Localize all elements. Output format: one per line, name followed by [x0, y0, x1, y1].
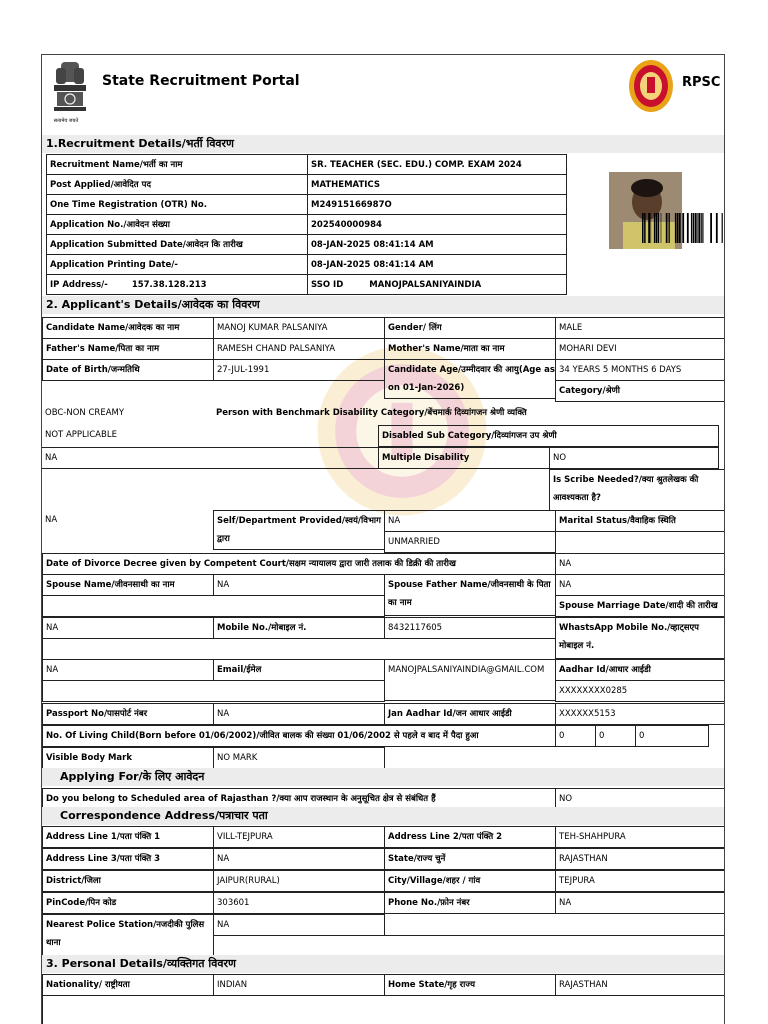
- candidate-name-value: MANOJ KUMAR PALSANIYA: [213, 317, 385, 339]
- portal-title: State Recruitment Portal: [102, 73, 300, 89]
- emblem-caption: सत्यमेव जयते: [53, 118, 79, 124]
- living-child-total: 0: [635, 725, 709, 747]
- address-line3-label: Address Line 3/पता पंक्ति 3: [42, 848, 214, 870]
- sso-id-value: MANOJPALSANIYAINDIA: [369, 280, 482, 290]
- living-child-label: No. Of Living Child(Born before 01/06/2002)/जीवित बालक की संख्या 01/06/2002 से पहले व बाद में पैदा हुआ: [42, 725, 556, 747]
- spouse-father-label: Spouse Father Name/जीवनसाथी के पिता का नाम: [384, 574, 556, 616]
- aadhar-value: XXXXXXXX0285: [555, 680, 725, 702]
- dob-label: Date of Birth/जन्मतिथि: [42, 359, 214, 381]
- spouse-name-label: Spouse Name/जीवनसाथी का नाम: [42, 574, 214, 596]
- barcode-icon: [642, 213, 725, 243]
- recruitment-row-value: 08-JAN-2025 08:41:14 AM: [307, 254, 567, 275]
- sso-id-cell: [307, 274, 567, 295]
- recruitment-row-value: M24915166987O: [307, 194, 567, 215]
- police-row-filler: [213, 935, 725, 956]
- whatsapp-label: WhastsApp Mobile No./व्हाट्सएप मोबाइल नं.: [555, 617, 725, 659]
- body-mark-label: Visible Body Mark: [42, 747, 214, 769]
- phone-value: NA: [555, 892, 725, 914]
- address-line1-value: VILL-TEJPURA: [213, 826, 385, 848]
- spouse-name-value: NA: [213, 574, 385, 596]
- recruitment-row-label: One Time Registration (OTR) No.: [46, 194, 308, 215]
- mobile-value: 8432117605: [384, 617, 556, 639]
- section-applying-for: Applying For/के लिए आवेदन: [42, 768, 725, 786]
- address-line2-label: Address Line 2/पता पंक्ति 2: [384, 826, 556, 848]
- mother-name-value: MOHARI DEVI: [555, 338, 725, 360]
- phone-label: Phone No./फ़ोन नंबर: [384, 892, 556, 914]
- spouse-marriage-label: Spouse Marriage Date/शादी की तारीख: [555, 595, 725, 617]
- nationality-value: INDIAN: [213, 974, 385, 996]
- recruitment-row-label: Post Applied/आवेदित पद: [46, 174, 308, 195]
- city-label: City/Village/शहर / गांव: [384, 870, 556, 892]
- category-label: Category/श्रेणी: [555, 380, 725, 402]
- father-name-label: Father's Name/पिता का नाम: [42, 338, 214, 360]
- section-applicant-details: 2. Applicant's Details/आवेदक का विवरण: [42, 296, 725, 314]
- recruitment-row-value: 202540000984: [307, 214, 567, 235]
- recruitment-row-value: MATHEMATICS: [307, 174, 567, 195]
- section-correspondence: Correspondence Address/पत्राचार पता: [42, 807, 725, 825]
- age-value: 34 YEARS 5 MONTHS 6 DAYS: [555, 359, 725, 381]
- gender-label: Gender/ लिंग: [384, 317, 556, 339]
- state-value: RAJASTHAN: [555, 848, 725, 870]
- home-state-label: Home State/गृह राज्य: [384, 974, 556, 996]
- pincode-value: 303601: [213, 892, 385, 914]
- application-form-sheet: [41, 54, 725, 1024]
- email-row-filler: [42, 680, 385, 702]
- district-label: District/जिला: [42, 870, 214, 892]
- form-header: [42, 55, 725, 135]
- recruitment-row-label: Application No./आवेदन संख्या: [46, 214, 308, 235]
- rpsc-logo-icon: [628, 59, 674, 113]
- candidate-name-label: Candidate Name/आवेदक का नाम: [42, 317, 214, 339]
- living-child-after: 0: [595, 725, 636, 747]
- marital-status-value: UNMARRIED: [384, 531, 556, 553]
- gender-value: MALE: [555, 317, 725, 339]
- city-value: TEJPURA: [555, 870, 725, 892]
- disabled-sub-value: NA: [42, 447, 379, 469]
- multiple-disability-label: Multiple Disability: [378, 447, 550, 469]
- dob-value: 27-JUL-1991: [213, 359, 385, 381]
- pwbd-value: NOT APPLICABLE: [45, 430, 117, 440]
- mobile-label: Mobile No./मोबाइल नं.: [213, 617, 385, 639]
- next-row-filler: [42, 995, 725, 1024]
- scribe-value: NA: [45, 515, 58, 525]
- father-name-value: RAMESH CHAND PALSANIYA: [213, 338, 385, 360]
- recruitment-row-value: SR. TEACHER (SEC. EDU.) COMP. EXAM 2024: [307, 154, 567, 175]
- recruitment-row-label: Recruitment Name/भर्ती का नाम: [46, 154, 308, 175]
- ip-address-label: IP Address/-: [50, 280, 108, 290]
- section-personal-details: 3. Personal Details/व्यक्तिगत विवरण: [42, 955, 725, 973]
- nationality-label: Nationality/ राष्ट्रीयता: [42, 974, 214, 996]
- district-value: JAIPUR(RURAL): [213, 870, 385, 892]
- self-dept-label: Self/Department Provided/स्वयं/विभाग द्वारा: [213, 510, 385, 550]
- spouse-row-filler: [42, 595, 385, 617]
- scheduled-area-value: NO: [555, 788, 725, 810]
- rpsc-label: RPSC: [682, 75, 721, 90]
- home-state-value: RAJASTHAN: [555, 974, 725, 996]
- police-station-label: Nearest Police Station/नजदीकी पुलिस थाना: [42, 914, 214, 956]
- marital-status-label: Marital Status/वैवाहिक स्थिति: [555, 510, 725, 532]
- disabled-sub-label: Disabled Sub Category/दिव्यांगजन उप श्रेणी: [378, 425, 719, 447]
- passport-label: Passport No/पासपोर्ट नंबर: [42, 703, 214, 725]
- divorce-date-value: NA: [555, 553, 725, 575]
- state-label: State/राज्य चुनें: [384, 848, 556, 870]
- police-station-value: NA: [213, 914, 385, 936]
- age-label: Candidate Age/उम्मीदवार की आयु(Age as on 01-Jan-2026): [384, 359, 556, 399]
- address-line2-value: TEH-SHAHPURA: [555, 826, 725, 848]
- pwbd-label: Person with Benchmark Disability Category/बेंचमार्क दिव्यांगजन श्रेणी व्यक्ति: [216, 408, 527, 418]
- category-value: OBC-NON CREAMY: [45, 408, 125, 418]
- mother-name-label: Mother's Name/माता का नाम: [384, 338, 556, 360]
- section-recruitment-details: 1.Recruitment Details/भर्ती विवरण: [42, 135, 725, 153]
- whatsapp-value: NA: [42, 659, 214, 681]
- scheduled-area-label: Do you belong to Scheduled area of Rajasthan ?/क्या आप राजस्थान के अनुसूचित क्षेत्र से संबंधित हैं: [42, 788, 556, 810]
- address-line3-value: NA: [213, 848, 385, 870]
- living-child-before: 0: [555, 725, 596, 747]
- spouse-father-value: NA: [555, 574, 725, 596]
- ip-address-value: 157.38.128.213: [131, 280, 207, 290]
- divorce-date-label: Date of Divorce Decree given by Competent Court/सक्षम न्यायालय द्वारा जारी तलाक की डिक्री की तारीख: [42, 553, 556, 575]
- aadhar-label: Aadhar Id/आधार आईडी: [555, 659, 725, 681]
- jan-aadhar-value: XXXXXX5153: [555, 703, 725, 725]
- recruitment-row-value: 08-JAN-2025 08:41:14 AM: [307, 234, 567, 255]
- jan-aadhar-label: Jan Aadhar Id/जन आधार आईडी: [384, 703, 556, 725]
- address-line1-label: Address Line 1/पता पंक्ति 1: [42, 826, 214, 848]
- sso-id-label: SSO ID: [311, 280, 344, 290]
- multiple-disability-value: NO: [549, 447, 719, 469]
- spouse-marriage-value: NA: [42, 617, 214, 639]
- mobile-row-filler: [42, 638, 556, 660]
- email-label: Email/ईमेल: [213, 659, 385, 681]
- body-mark-value: NO MARK: [213, 747, 385, 769]
- recruitment-row-label: Application Printing Date/-: [46, 254, 308, 275]
- email-value: MANOJPALSANIYAINDIA@GMAIL.COM: [384, 659, 556, 701]
- pincode-label: PinCode/पिन कोड: [42, 892, 214, 914]
- scribe-label: Is Scribe Needed?/क्या श्रुतलेखक की आवश्यकता है?: [549, 469, 725, 511]
- ip-address-cell: [46, 274, 308, 295]
- self-dept-value: NA: [384, 510, 556, 532]
- recruitment-row-label: Application Submitted Date/आवेदन कि तारीख: [46, 234, 308, 255]
- passport-value: NA: [213, 703, 385, 725]
